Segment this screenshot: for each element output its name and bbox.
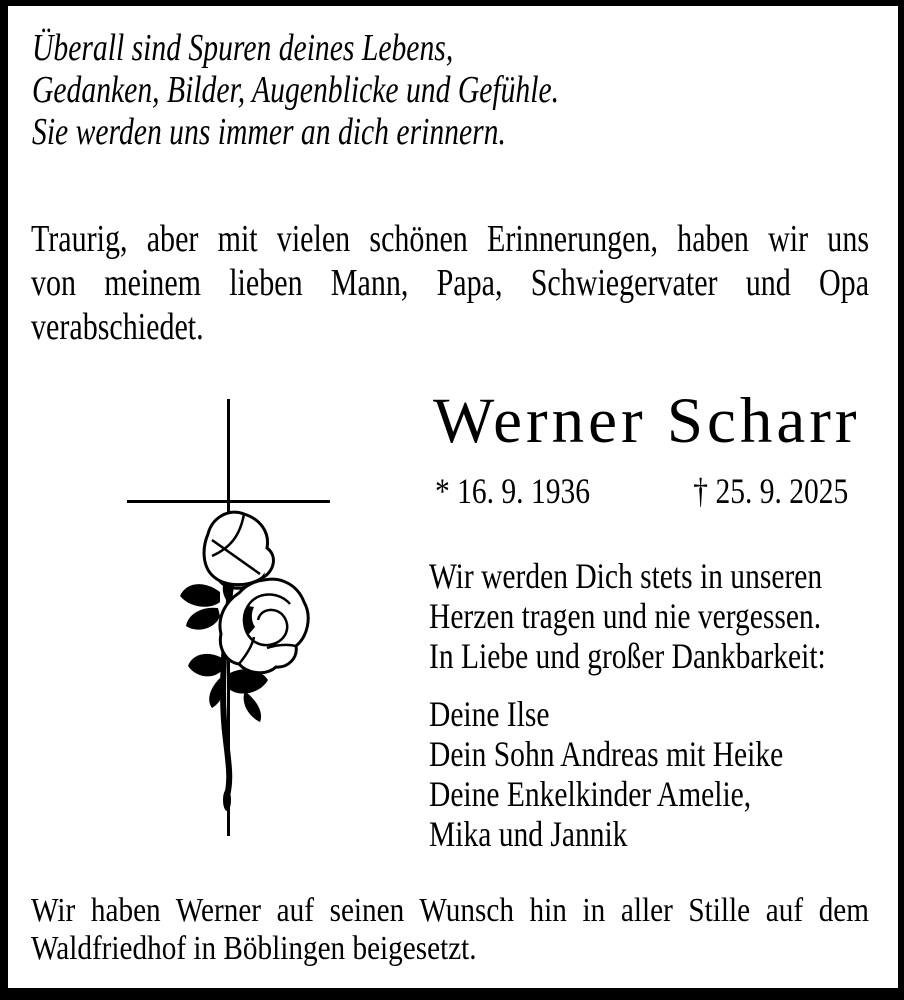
cross-horizontal-bar (127, 500, 330, 503)
deceased-name: Werner Scharr (433, 385, 861, 457)
opening-verse (32, 27, 732, 153)
mourners-list (429, 694, 904, 854)
intro-line: von meinem lieben Mann, Papa, Schwiegervater und Opa (31, 262, 870, 304)
rose-leaf (186, 608, 220, 630)
mourner-line: Deine Enkelkinder Amelie, (429, 774, 752, 814)
cross-and-rose-illustration (120, 396, 340, 841)
farewell-line: Wir werden Dich stets in unseren (429, 556, 823, 596)
closing-line: Wir haben Werner auf seinen Wunsch hin in aller Stille auf dem (31, 892, 870, 929)
intro-line: verabschiedet. (31, 306, 204, 348)
mourner-line: Mika und Jannik (429, 814, 628, 854)
farewell-line: Herzen tragen und nie vergessen. (429, 596, 822, 636)
intro-line: Traurig, aber mit vielen schönen Erinnerungen, haben wir uns (31, 218, 870, 260)
rose-leaf (180, 584, 220, 607)
rose-leaf (188, 654, 222, 677)
stem-tip (223, 789, 231, 811)
verse-line: Gedanken, Bilder, Augenblicke und Gefühle. (32, 69, 560, 111)
farewell-message (429, 556, 904, 676)
closing-line: Waldfriedhof in Böblingen beigesetzt. (31, 930, 477, 967)
verse-line: Überall sind Spuren deines Lebens, (32, 27, 454, 69)
mourner-line: Deine Ilse (429, 694, 550, 734)
rose-bloom (220, 579, 308, 673)
rose-leaf (244, 692, 261, 722)
birth-date: * 16. 9. 1936 (435, 471, 590, 511)
death-date: † 25. 9. 2025 (693, 471, 849, 511)
closing-paragraph (31, 892, 869, 968)
life-dates (435, 470, 875, 514)
mourner-line: Dein Sohn Andreas mit Heike (429, 734, 784, 774)
farewell-line: In Liebe und großer Dankbarkeit: (429, 636, 826, 676)
rose-bud (204, 512, 273, 584)
intro-paragraph (31, 217, 869, 349)
rose-icon (180, 512, 308, 811)
verse-line: Sie werden uns immer an dich erinnern. (32, 111, 506, 153)
